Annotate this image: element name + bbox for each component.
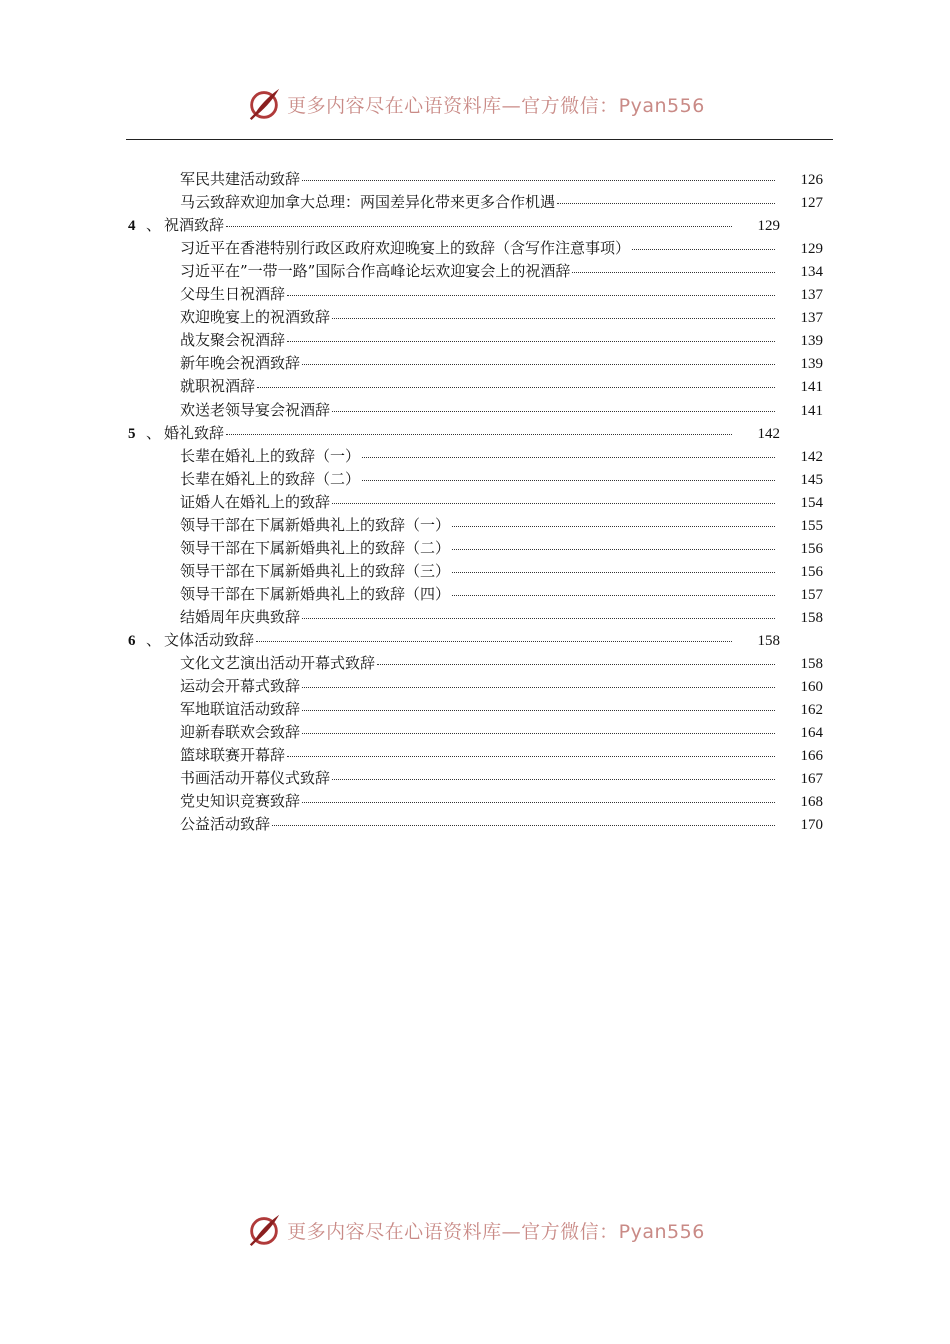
toc-page-number: 170 [800,817,823,834]
footer-banner [0,1208,950,1252]
toc-dot-leader [362,480,775,481]
toc-dot-leader [287,341,775,342]
toc-entry-title: 军民共建活动致辞 [180,170,301,188]
toc-entry[interactable] [180,306,823,329]
toc-entry-title: 欢迎晚宴上的祝酒致辞 [180,308,331,327]
toc-page-number: 141 [800,379,823,396]
toc-page-number: 167 [800,771,823,788]
toc-dot-leader [362,457,775,458]
toc-entry-title: 就职祝酒辞 [180,377,256,396]
toc-entry-title: 新年晚会祝酒致辞 [180,354,301,373]
toc-entry-title: 领导干部在下属新婚典礼上的致辞（四） [180,584,451,603]
toc-dot-leader [302,710,775,711]
toc-dot-leader [332,318,775,319]
toc-page-number: 137 [800,287,823,304]
toc-entry[interactable] [180,191,823,214]
toc-page-number: 126 [800,172,823,188]
toc-entry[interactable] [180,260,823,283]
toc-entry[interactable] [180,168,823,191]
toc-entry[interactable] [180,445,823,468]
toc-dot-leader [257,387,775,388]
toc-entry-title: 结婚周年庆典致辞 [180,607,301,626]
toc-dot-leader [452,595,775,596]
toc-entry[interactable] [180,744,823,767]
toc-page-number: 160 [800,679,823,696]
quill-logo-icon [245,1211,283,1249]
toc-entry-title: 长辈在婚礼上的致辞（二） [180,469,361,488]
toc-page-number: 154 [800,494,823,511]
toc-entry[interactable] [180,329,823,352]
toc-page-number: 134 [800,264,823,281]
toc-entry-title: 习近平在香港特别行政区政府欢迎晚宴上的致辞（含写作注意事项） [180,239,631,258]
toc-section-entry[interactable] [128,214,780,237]
toc-entry[interactable] [180,537,823,560]
toc-dot-leader [332,779,775,780]
toc-dot-leader [332,503,775,504]
toc-dot-leader [226,226,732,227]
toc-section-number: 5 [128,425,136,442]
toc-dot-leader [377,664,775,665]
toc-entry[interactable] [180,491,823,514]
toc-section-separator: 、 [146,423,162,442]
toc-dot-leader [452,572,775,573]
toc-page-number: 139 [800,356,823,373]
toc-entry-title: 文体活动致辞 [164,631,255,649]
toc-entry[interactable] [180,652,823,675]
toc-page-number: 158 [757,633,780,649]
toc-entry-title: 习近平在”一带一路”国际合作高峰论坛欢迎宴会上的祝酒辞 [180,262,571,281]
toc-entry[interactable] [180,606,823,629]
toc-dot-leader [632,249,775,250]
toc-dot-leader [226,434,732,435]
toc-section-number: 6 [128,633,136,649]
toc-page-number: 139 [800,333,823,350]
quill-logo-icon [245,85,283,123]
toc-page-number: 162 [800,702,823,719]
toc-dot-leader [452,526,775,527]
toc-entry[interactable] [180,375,823,398]
toc-page-number: 157 [800,586,823,603]
toc-entry[interactable] [180,283,823,306]
toc-dot-leader [302,364,775,365]
toc-page-number: 164 [800,725,823,742]
toc-entry[interactable] [180,514,823,537]
toc-entry-title: 欢送老领导宴会祝酒辞 [180,400,331,419]
toc-dot-leader [272,825,775,826]
toc-entry[interactable] [180,790,823,813]
toc-entry[interactable] [180,675,823,698]
toc-entry-title: 运动会开幕式致辞 [180,677,301,696]
toc-section-entry[interactable] [128,422,780,445]
toc-page-number: 137 [800,310,823,327]
toc-entry-title: 篮球联赛开幕辞 [180,746,286,765]
toc-entry-title: 长辈在婚礼上的致辞（一） [180,446,361,465]
toc-entry-title: 战友聚会祝酒辞 [180,331,286,350]
toc-entry-title: 军地联谊活动致辞 [180,700,301,719]
toc-entry-title: 领导干部在下属新婚典礼上的致辞（一） [180,515,451,534]
header-divider [126,139,833,140]
toc-entry[interactable] [180,237,823,260]
toc-entry[interactable] [180,813,823,836]
toc-entry[interactable] [180,352,823,375]
toc-page-number: 142 [800,448,823,465]
toc-page-number: 141 [800,402,823,419]
toc-dot-leader [332,411,775,412]
toc-entry-title: 父母生日祝酒辞 [180,285,286,304]
toc-entry[interactable] [180,399,823,422]
toc-entry[interactable] [180,468,823,491]
toc-entry-title: 证婚人在婚礼上的致辞 [180,492,331,511]
toc-entry[interactable] [180,560,823,583]
toc-entry-title: 书画活动开幕仪式致辞 [180,769,331,788]
header-banner [0,82,950,126]
toc-page-number: 166 [800,748,823,765]
toc-page-number: 145 [800,471,823,488]
toc-page-number: 156 [800,563,823,580]
toc-entry-title: 党史知识竞赛致辞 [180,792,301,811]
toc-entry-title: 公益活动致辞 [180,815,271,834]
toc-dot-leader [302,180,775,181]
toc-entry-title: 祝酒致辞 [164,216,225,235]
toc-section-number: 4 [128,218,136,235]
toc-entry[interactable] [180,698,823,721]
toc-dot-leader [302,733,775,734]
toc-dot-leader [572,272,775,273]
toc-entry-title: 马云致辞欢迎加拿大总理：两国差异化带来更多合作机遇 [180,193,556,212]
toc-page-number: 129 [757,218,780,235]
toc-dot-leader [287,756,775,757]
toc-dot-leader [302,687,775,688]
footer-banner-text: 更多内容尽在心语资料库—官方微信：Pyan556 [287,1220,705,1243]
toc-entry-title: 文化文艺演出活动开幕式致辞 [180,654,376,673]
toc-dot-leader [287,295,775,296]
toc-section-separator: 、 [146,216,162,235]
toc-dot-leader [302,802,775,803]
toc-entry[interactable] [180,583,823,606]
toc-page-number: 142 [757,425,780,442]
toc-entry-title: 婚礼致辞 [164,423,225,442]
toc-entry[interactable] [180,767,823,790]
toc-page-number: 129 [800,241,823,258]
toc-page-number: 156 [800,540,823,557]
toc-entry[interactable] [180,721,823,744]
toc-section-entry[interactable] [128,629,780,652]
toc-dot-leader [256,641,732,642]
toc-dot-leader [557,203,775,204]
toc-page-number: 158 [800,609,823,626]
toc-entry-title: 迎新春联欢会致辞 [180,723,301,742]
toc-page-number: 158 [800,656,823,673]
toc-dot-leader [302,618,775,619]
toc-page-number: 168 [800,794,823,811]
toc-entry-title: 领导干部在下属新婚典礼上的致辞（二） [180,538,451,557]
toc-page-number: 155 [800,517,823,534]
toc-page-number: 127 [800,195,823,212]
toc-dot-leader [452,549,775,550]
header-banner-text: 更多内容尽在心语资料库—官方微信：Pyan556 [287,94,705,117]
toc-entry-title: 领导干部在下属新婚典礼上的致辞（三） [180,561,451,580]
toc-section-separator: 、 [146,631,162,649]
